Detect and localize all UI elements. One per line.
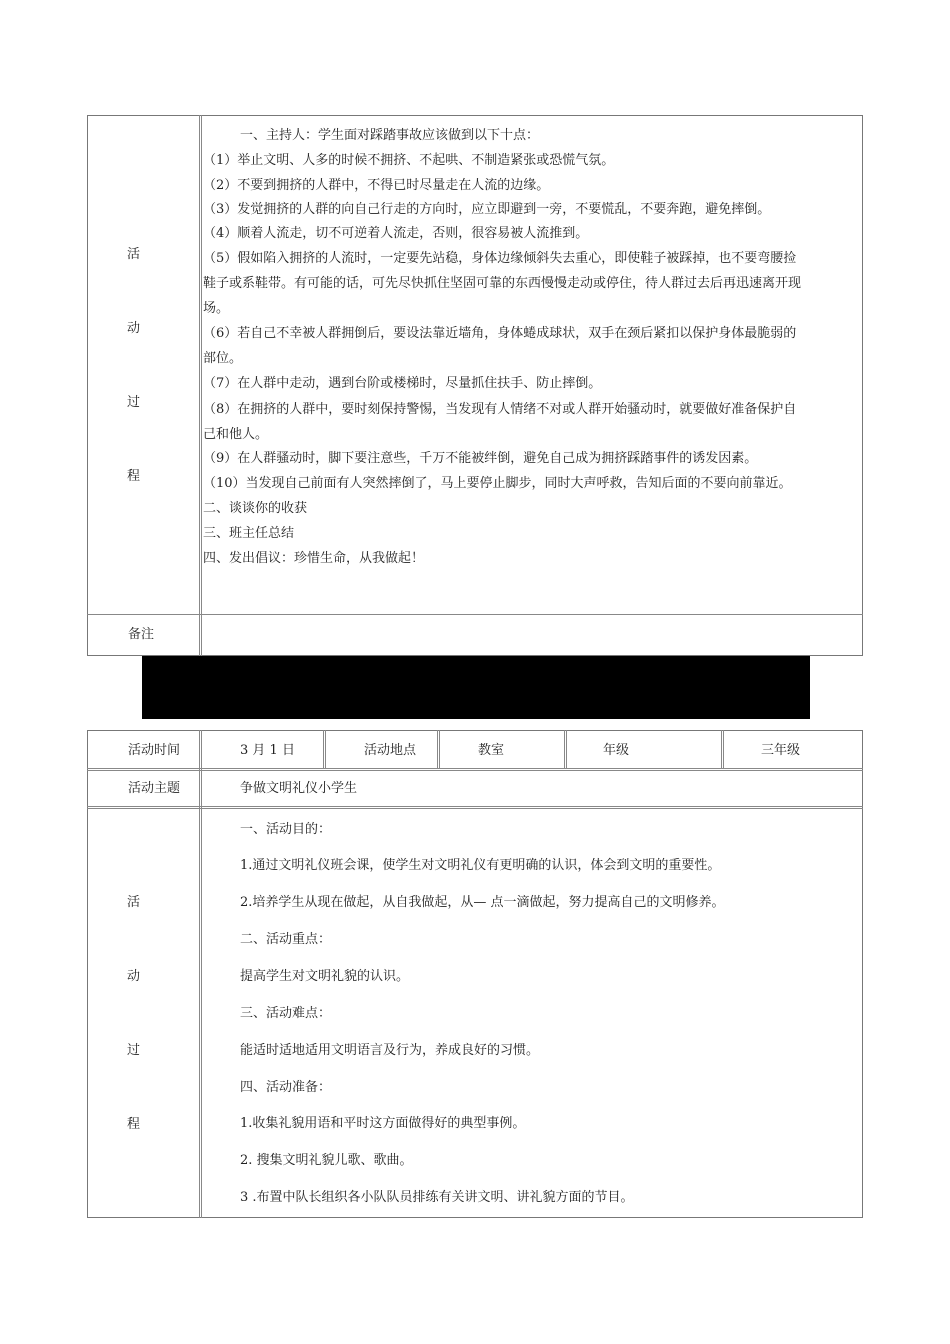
- table-2-divider: [437, 730, 438, 769]
- table-2-divider: [723, 730, 724, 769]
- content-line: （8）在拥挤的人群中，要时刻保持警惕，当发现有人情绪不对或人群开始骚动时，就要做好准备保护自: [203, 402, 797, 417]
- table-2-divider: [199, 730, 200, 1218]
- activity-time-value: 3 月 1 日: [240, 743, 295, 758]
- remark-label: 备注: [128, 627, 155, 642]
- side-label-char: 程: [127, 1117, 141, 1132]
- content-line: （3）发觉拥挤的人群的向自己行走的方向时，应立即避到一旁，不要慌乱，不要奔跑，避免摔倒。: [203, 202, 771, 217]
- content-line: 四、发出倡议：珍惜生命，从我做起！: [203, 551, 425, 566]
- grade-label: 年级: [603, 743, 630, 758]
- table-2-divider: [323, 730, 324, 769]
- content-line: 己和他人。: [203, 427, 269, 442]
- side-label-char: 活: [127, 247, 141, 262]
- side-label-char: 动: [127, 969, 141, 984]
- activity-theme-value: 争做文明礼仪小学生: [240, 781, 358, 796]
- table-1-divider: [199, 115, 200, 656]
- content-line: 能适时适地适用文明语言及行为，养成良好的习惯。: [240, 1043, 540, 1058]
- content-line: 四、活动准备：: [240, 1080, 332, 1095]
- table-2-divider: [325, 730, 326, 769]
- side-label-char: 活: [127, 895, 141, 910]
- table-2-divider: [87, 770, 863, 771]
- table-2-divider: [87, 768, 863, 769]
- table-2-divider: [201, 730, 202, 1218]
- table-2-divider: [87, 806, 863, 807]
- content-line: 一、活动目的：: [240, 822, 332, 837]
- table-2-border: [87, 730, 863, 1218]
- table-2-divider: [439, 730, 440, 769]
- side-label-char: 程: [127, 469, 141, 484]
- content-line: 提高学生对文明礼貌的认识。: [240, 969, 410, 984]
- content-line: （9）在人群骚动时，脚下要注意些，千万不能被绊倒，避免自己成为拥挤踩踏事件的诱发因素。: [203, 451, 758, 466]
- content-line: 1.通过文明礼仪班会课，使学生对文明礼仪有更明确的认识，体会到文明的重要性。: [240, 858, 721, 873]
- activity-theme-label: 活动主题: [128, 781, 181, 796]
- content-line: 二、活动重点：: [240, 932, 332, 947]
- table-2-divider: [721, 730, 722, 769]
- table-1-divider: [87, 614, 863, 615]
- content-line: （6）若自己不幸被人群拥倒后，要设法靠近墙角，身体蜷成球状，双手在颈后紧扣以保护身体最脆弱的: [203, 326, 797, 341]
- content-line: 1.收集礼貌用语和平时这方面做得好的典型事例。: [240, 1116, 526, 1131]
- content-line: （1）举止文明、人多的时候不拥挤、不起哄、不制造紧张或恐慌气氛。: [203, 153, 615, 168]
- content-line: 2.培养学生从现在做起，从自我做起，从— 点一滴做起，努力提高自己的文明修养。: [240, 895, 725, 910]
- content-line: 二、谈谈你的收获: [203, 501, 308, 516]
- content-line: 三、班主任总结: [203, 526, 295, 541]
- content-line: （2）不要到拥挤的人群中，不得已时尽量走在人流的边缘。: [203, 178, 550, 193]
- content-line: 2. 搜集文明礼貌儿歌、歌曲。: [240, 1153, 413, 1168]
- activity-place-value: 教室: [478, 743, 505, 758]
- content-line: 三、活动难点：: [240, 1006, 332, 1021]
- side-label-char: 过: [127, 395, 141, 410]
- content-line: 一、主持人：学生面对踩踏事故应该做到以下十点：: [240, 128, 540, 143]
- table-1-divider: [201, 115, 202, 656]
- activity-time-label: 活动时间: [128, 743, 181, 758]
- content-line: 部位。: [203, 351, 243, 366]
- side-label-char: 动: [127, 321, 141, 336]
- content-line: （5）假如陷入拥挤的人流时，一定要先站稳，身体边缘倾斜失去重心，即使鞋子被踩掉，也不要弯腰捡: [203, 251, 797, 266]
- table-2-divider: [564, 730, 565, 769]
- grade-value: 三年级: [761, 743, 801, 758]
- table-2-divider: [566, 730, 567, 769]
- redaction-band: [142, 656, 810, 719]
- content-line: （10）当发现自己前面有人突然摔倒了，马上要停止脚步，同时大声呼救，告知后面的不要向前靠近。: [203, 476, 792, 491]
- content-line: （4）顺着人流走，切不可逆着人流走，否则，很容易被人流推到。: [203, 226, 589, 241]
- content-line: 场。: [203, 301, 230, 316]
- side-label-char: 过: [127, 1043, 141, 1058]
- table-2-divider: [87, 808, 863, 809]
- activity-place-label: 活动地点: [364, 743, 417, 758]
- content-line: （7）在人群中走动，遇到台阶或楼梯时，尽量抓住扶手、防止摔倒。: [203, 376, 602, 391]
- content-line: 3 .布置中队长组织各小队队员排练有关讲文明、讲礼貌方面的节目。: [240, 1190, 634, 1205]
- content-line: 鞋子或系鞋带。有可能的话，可先尽快抓住坚固可靠的东西慢慢走动或停住，待人群过去后再迅速离开现: [203, 276, 802, 291]
